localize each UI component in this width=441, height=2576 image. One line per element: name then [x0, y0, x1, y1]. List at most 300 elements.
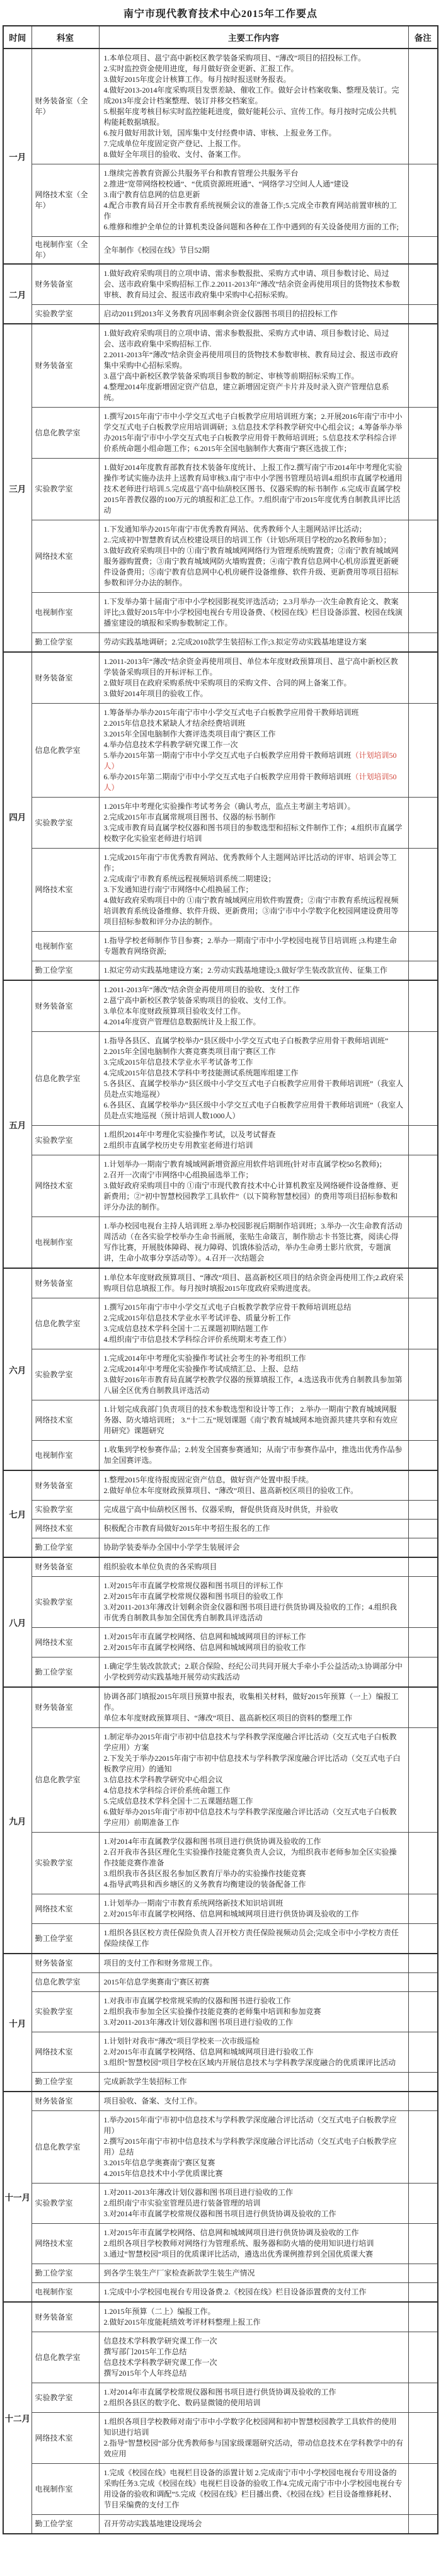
content-line: 2.2011-2013年“薄改”结余资金再使用项目的货物技术参数审核、教育局过会、报送市政府集中采购中心招标采购。: [103, 350, 398, 370]
table-row: [3, 459, 438, 520]
content-line: 2.2015年信息技术紧缺人才结余经费培训班: [103, 719, 246, 728]
content-line: 2.组织南宁市实验室管理员进行装备管理的培训: [103, 2199, 261, 2207]
content-line: 1.2015年中考理化实验操作考试考务会（确认考点，监点主考副主考培训）。: [103, 802, 355, 811]
note-cell: [408, 1470, 438, 1501]
dept-cell: 信息化教学室: [32, 408, 99, 459]
dept-cell: 实验教学室: [32, 1577, 99, 1628]
content-cell: [99, 264, 408, 305]
note-cell: [408, 164, 438, 237]
dept-cell: 财务装备室: [32, 264, 99, 305]
dept-cell: 电视制作室（全年）: [32, 237, 99, 265]
content-line: 2.撰写2015年南宁市初中信息技术与学科教学深度融合评比活动（交互式电子白板教学应用）总结: [103, 2137, 397, 2156]
content-line: 1.做好2014年度教育部教育技术装备年度统计、上报工作2.撰写南宁市2014年中考理化实验操作考试实施办法并上送教育局审核3.南宁市中小学图书管理员培训4.组织市直属学校通用技术老师进行培训.5.完成邕宁高中仙葫校区图书、仪器采购的标书制作 .6.完成市直属学校2015年普教仪器的100万元的填报和汇总工作。7.组织南宁市2015年度优秀自制教具评比活动: [103, 463, 403, 515]
content-line: 2.组织各县区的数字化、数码显微镜的使用培训: [103, 2398, 261, 2407]
content-line: 完成新款学生装招标工作: [103, 2077, 187, 2086]
dept-cell: 网络技术室: [32, 1894, 99, 1924]
content-line: 撰写2015年个人年终总结: [103, 2369, 187, 2378]
note-cell: [408, 1894, 438, 1924]
content-cell: [99, 49, 408, 164]
content-line: 完成邕宁高中仙葫校区图书、仪器采购，督促供货商及时供货，并验收: [103, 1505, 338, 1514]
dept-cell: 实验教学室: [32, 1126, 99, 1155]
content-line: 4.做好政府采购项目中的 ①南宁教育城域网应用软件购置费；②南宁市教育系统远程视频培训教育系统设备维修、软件升级、更新费用；③南宁市中小学数字化校园网建设费用等项目招标参数和评分办法的制作。: [103, 896, 399, 926]
content-line: 1.对2011-2013年薄改计划仪器和图书项目进行验收的工作: [103, 2188, 294, 2197]
content-line: 1.计划完成我部门负责项目的技术参数选型和设计等工作； 2.举办一期南宁教育城域网服务器、防火墙培训班； 3.“十二五”规划课题《南宁教育城域网本地资源共建共享和有效应用研究》课题研究: [103, 1405, 398, 1435]
content-cell: [99, 633, 408, 653]
note-cell: [408, 1577, 438, 1628]
content-line: 1.举办2015年南宁市初中信息技术与学科教学深度融合评比活动（交互式电子白板教学应用）: [103, 2115, 397, 2135]
content-line: 1.确定学生装改款款式；2.联合保险、经纪公司共同开展大手牵小手公益活动;3.协调部分中小学校到劳动实践基地开展劳动实践活动: [103, 1662, 403, 1681]
content-line: 单位本年度财政预算项目、“薄改”项目、邕高新校区项目的资料的整理工作: [103, 1714, 353, 1722]
month-cell: 十二月: [3, 2302, 32, 2534]
content-line: 8.做好全年项目的验收、支付、备案工作。: [103, 150, 246, 159]
content-line: 2.组织市直属学校历史专用教室老师进行培训: [103, 1141, 253, 1150]
content-line: 4.配合市教育局召开全市教育系统视频会议的准备工作;5.完成全市教育网站前置审核的工作: [103, 201, 397, 220]
content-line: 3.下发通知进行南宁市网络中心组换届工作；: [103, 885, 253, 894]
content-line: 2.做好项目在政府采购系统中采购项目的采购文件、合同的网上备案工作。: [103, 678, 352, 687]
content-line: 1.对2015年市直属学校网络、信息网和城域网项目的评标工作: [103, 1632, 306, 1641]
content-line: 积极配合市教育局做好2015年中考招生报名的工作: [103, 1524, 270, 1533]
content-cell: [99, 704, 408, 798]
month-cell: 七月: [3, 1470, 32, 1557]
table-row: [3, 2032, 438, 2073]
dept-cell: 实验教学室: [32, 2184, 99, 2224]
dept-cell: 实验教学室: [32, 459, 99, 520]
content-line: 1.做好政府采购项目的立项申请、需求参数报批、采购方式申请、项目参数讨论、局过会、送市政府集中采购招标工作.2.2011-2013年“薄改”结余资金再使用项目的货物技术参数审核、教育局过会、报送市政府集中采购中心招标采购。: [103, 269, 400, 299]
table-row: [3, 961, 438, 981]
table-row: [3, 1538, 438, 1558]
content-line: 1.2011-2013年“薄改”结余资金再使用项目的验收、支付工作: [103, 985, 300, 994]
note-cell: [408, 1628, 438, 1657]
month-cell: 二月: [3, 264, 32, 324]
content-cell: [99, 2464, 408, 2515]
content-line: 劳动实践基地调研；2.完成2010款学生装招标工作;3.拟定劳动实践基地建设方案: [103, 638, 367, 646]
content-line: 2.召开一次南宁市网络中心组换届选举工作；: [103, 1171, 253, 1179]
content-cell: [99, 961, 408, 981]
note-cell: [408, 2302, 438, 2332]
table-row: [3, 237, 438, 265]
table-row: [3, 2332, 438, 2383]
content-cell: [99, 2332, 408, 2383]
table-row: [3, 704, 438, 798]
table-row: [3, 633, 438, 653]
content-line: 2.组织各项目学校教师对网络行为管理系统、服务器和防火墙的使用知识进行培训: [103, 2239, 374, 2248]
table-row: [3, 1155, 438, 1217]
work-plan-table: [3, 25, 438, 2534]
note-cell: [408, 520, 438, 593]
note-cell: [408, 408, 438, 459]
content-line: 4.做好2013-2014年度采购项目发票差缺、催收工作。做好会计档案收集、整理及装订。完成2013年度会计档案整理、装订并移交档案室。: [103, 86, 399, 105]
table-row: [3, 1217, 438, 1269]
table-row: [3, 2184, 438, 2224]
table-row: [3, 2283, 438, 2303]
content-line: 2.做好2015年度能耗绩效考评材料整理上报工作: [103, 2318, 261, 2327]
content-cell: [99, 932, 408, 961]
table-row: [3, 1657, 438, 1688]
content-line: 1.计划举办一期南宁市教育系统网络新技术知识培训班: [103, 1899, 284, 1908]
dept-cell: 勤工俭学室: [32, 633, 99, 653]
table-body: [3, 49, 438, 2534]
content-line: 项目验收、备案、支付工作。: [103, 2097, 202, 2105]
content-line: 6.维修和维护全单位的计算机类设备问题和各种在工作中遇到的有关设备使用方面的工作;: [103, 222, 399, 231]
content-line: 1.继续完善教育资源公共服务平台和教育管理公共服务平台: [103, 169, 299, 178]
content-cell: [99, 1973, 408, 1992]
table-row: [3, 1687, 438, 1728]
content-line: 2.2015年全国电脑制作大赛竞赛类项目南宁赛区工作: [103, 1047, 276, 1056]
content-line: 1.计划针对我市“薄改”项目学校来一次市级巡检: [103, 2037, 260, 2046]
content-line: 1.下发通知举办2015年南宁市优秀教育网站、优秀教师个人主题网站评比活动；: [103, 525, 367, 534]
content-line: 4.2014年度资产管理信息数据统计及上报工作。: [103, 1017, 261, 1026]
content-line: 3.对2011-2013年薄改计划仪器和图书项目进行验收的工作: [103, 2018, 294, 2027]
note-cell: [408, 932, 438, 961]
content-cell: [99, 1501, 408, 1520]
content-cell: [99, 1577, 408, 1628]
content-cell: [99, 2515, 408, 2534]
content-line: 1.筹备举办举办2015年南宁市中小学交互式电子白板教学应用骨干教师培训班: [103, 708, 359, 717]
content-line: 1.制定举办2015年南宁市初中信息技术与学科教学深度融合评比活动（交互式电子白板教学应用）方案: [103, 1732, 397, 1752]
dept-cell: 勤工俭学室: [32, 2073, 99, 2092]
dept-cell: 勤工俭学室: [32, 2264, 99, 2283]
note-cell: [408, 1833, 438, 1894]
table-row: [3, 1501, 438, 1520]
content-line: 1.拟定劳动实践基地建设方案；2.劳动实践基地建设;3.做好学生装改款宣传、征集工作: [103, 966, 387, 975]
table-row: [3, 2515, 438, 2534]
table-row: [3, 1400, 438, 1441]
note-cell: [408, 1657, 438, 1688]
table-row: [3, 1268, 438, 1298]
content-cell: [99, 324, 408, 408]
note-cell: [408, 1400, 438, 1441]
content-line: 1.单位本年度财政预算项目、“薄改”项目、邕高新校区项目的结余资金再使用工作;2.政府采购项目信息填报工作。每月按时填报2015年度政府采购进度表。: [103, 1273, 404, 1293]
month-cell: 五月: [3, 980, 32, 1268]
content-cell: [99, 1657, 408, 1688]
month-cell: 九月: [3, 1687, 32, 1954]
table-row: [3, 520, 438, 593]
note-cell: [408, 1349, 438, 1400]
table-row: [3, 2224, 438, 2264]
note-cell: [408, 704, 438, 798]
content-line: 2015年信息学奥赛南宁赛区初赛: [103, 1978, 210, 1986]
content-cell: [99, 593, 408, 633]
dept-cell: 信息化教学室: [32, 1973, 99, 1992]
red-annotation: （计划培训50人）: [103, 751, 397, 770]
dept-cell: 网络技术室（全年）: [32, 164, 99, 237]
table-row: [3, 1470, 438, 1501]
content-cell: [99, 2302, 408, 2332]
table-row: [3, 1577, 438, 1628]
note-cell: [408, 1728, 438, 1833]
dept-cell: 勤工俭学室: [32, 1924, 99, 1954]
note-cell: [408, 2184, 438, 2224]
content-cell: [99, 1298, 408, 1349]
content-line: 4.举办信息技术学科教学研究课工作一次: [103, 740, 238, 749]
content-cell: [99, 798, 408, 849]
dept-cell: 财务装备室: [32, 1268, 99, 1298]
note-cell: [408, 1557, 438, 1577]
table-row: [3, 980, 438, 1032]
content-line: 1.举办校园电视台主持人培训班 2.举办校园影视后期制作培训班；3.举办一次生命教育活动周活动（在各实验学校举办生命书画展，张贴生命箴言，制作励志卡书签比赛，阅读心得写作比赛，开展肢体障碍、视力障碍、饥饿体验活动，举办生命勇士影片欣赏，专题演讲，生命小故事分享活动等）。4.召开一次结题会: [103, 1222, 403, 1262]
table-row: [3, 2302, 438, 2332]
content-cell: [99, 2184, 408, 2224]
table-row: [3, 1992, 438, 2032]
note-cell: [408, 2032, 438, 2073]
content-line: 5.完成信息技术学科全国十二五课题结题工作: [103, 1797, 253, 1806]
dept-cell: 实验教学室: [32, 2383, 99, 2413]
dept-cell: 财务装备室: [32, 1470, 99, 1501]
content-line: 4.信息技术学科综合评价系统命题工作: [103, 1786, 231, 1795]
content-line: 7.完成单位年度固定资产登记、上报工作。: [103, 139, 246, 148]
content-cell: [99, 1992, 408, 2032]
content-cell: [99, 305, 408, 324]
content-line: 3.南宁教育信息网的信息更新: [103, 190, 200, 199]
dept-cell: 勤工俭学室: [32, 1538, 99, 1558]
content-line: 1.完成2015年南宁市优秀教育网站、优秀教师个人主题网站评比活动的评审、培训会等工作；: [103, 853, 397, 873]
content-cell: [99, 1349, 408, 1400]
dept-cell: 网络技术室: [32, 2413, 99, 2464]
content-line: 项目的支付工作和财务常规工作。: [103, 1959, 217, 1967]
dept-cell: 信息化教学室: [32, 704, 99, 798]
dept-cell: 网络技术室: [32, 1520, 99, 1538]
content-line: 6.按月做好用款计划，国库集中支付经费申请、审核、上报业务工作。: [103, 129, 336, 137]
table-row: [3, 1894, 438, 1924]
content-line: 3.单位本年度财政预算项目验收支付工作。: [103, 1007, 246, 1016]
note-cell: [408, 2383, 438, 2413]
content-cell: [99, 1217, 408, 1269]
table-row: [3, 849, 438, 932]
col-header-time: 时间: [3, 26, 32, 49]
content-line: 1.撰写2015年南宁市中小学交互式电子白板教学教学应骨干教师培训班总结: [103, 1303, 352, 1312]
dept-cell: 网络技术室: [32, 849, 99, 932]
content-line: 3.对2011-2013年薄改计划剩余资金仪器和图书项目进行供货协调及验收的工作；4.组织我市优秀自制教具参加全国优秀自制教具评选活动: [103, 1603, 398, 1622]
content-cell: [99, 2264, 408, 2283]
content-line: 2.推进“宽带网络校校通”、“优质资源班班通”、“网络学习空间人人通”建设: [103, 180, 349, 188]
dept-cell: 财务装备室: [32, 980, 99, 1032]
dept-cell: 财务装备室: [32, 2302, 99, 2332]
dept-cell: 电视制作室: [32, 593, 99, 633]
month-cell: 四月: [3, 652, 32, 980]
content-line: 1.2011-2013年“薄改”结余资金再使用项目、单位本年度财政预算项目、邕宁高中新校区教学装备采购项目的开标评标工作。: [103, 657, 398, 677]
table-row: [3, 1557, 438, 1577]
dept-cell: 财务装备室: [32, 2092, 99, 2111]
table-row: [3, 1628, 438, 1657]
dept-cell: 网络技术室: [32, 1628, 99, 1657]
content-line: 6.各县区、直属学校举办“县区级中小学交互式电子白板教学应用骨干教师培训班”（我室人员赴点实地巡视（预计培训人数1000人）: [103, 1101, 404, 1120]
page-title: 南宁市现代教育技术中心2015年工作要点: [123, 9, 318, 20]
content-line: 撰写部门2015年工作总结: [103, 2347, 187, 2356]
dept-cell: 实验教学室: [32, 1992, 99, 2032]
content-line: 1.做好政府采购项目的立项申请、需求参数报批、采购方式申请、项目参数讨论、局过会、送市政府集中采购招标工作.: [103, 329, 389, 348]
content-line: 到各学生装生产厂家检查新款学生装生产情况: [103, 2269, 255, 2277]
content-line: 6.做好举办2015年南宁市初中信息技术与学科教学深度融合评比活动（交互式电子白板教学应用）前期准备工作: [103, 1807, 397, 1827]
note-cell: [408, 2332, 438, 2383]
content-line: 1.对我市市直属学校常规采购的仪器和图书进行验收工作: [103, 1996, 291, 2005]
content-line: 5.根据年度考核目标实时监控能耗进度，做好能耗公示、宣传工作。每月按时完成公共机构能耗数据填报。: [103, 107, 397, 127]
content-line: 2.邕宁高中新校区教学装备采购项目的验收、支付工作。: [103, 996, 291, 1005]
content-line: 1.对2015年市直属学校网络、信息网和城域网项目进行供货协调及验收的工作: [103, 2228, 359, 2237]
dept-cell: 财务装备室: [32, 1557, 99, 1577]
content-cell: [99, 1538, 408, 1558]
note-cell: [408, 305, 438, 324]
content-line: 5.举办2015年第一期南宁市中小学交互式电子白板教学应用骨干教师培训班（计划培训50人）: [103, 751, 397, 770]
content-line: 1.2015年预算（二上）编报工作。: [103, 2307, 215, 2316]
content-line: 1.整理2015年度待报废固定资产信息，做好资产处置申报手续。: [103, 1475, 314, 1484]
dept-cell: 财务装备室: [32, 324, 99, 408]
table-row: [3, 2264, 438, 2283]
dept-cell: 网络技术室: [32, 2224, 99, 2264]
content-line: 1.组织2014年中考理化实验操作考试，以及考试督查: [103, 1130, 276, 1139]
content-cell: [99, 459, 408, 520]
table-row: [3, 1520, 438, 1538]
table-row: [3, 1833, 438, 1894]
content-cell: [99, 1687, 408, 1728]
content-line: 2.完成2015年市直属常规项目图书、仪器的标书制作: [103, 813, 276, 821]
content-line: 2.对2015年市直属学校网络、信息网和城域网项目进行供货协调及验收的工作: [103, 1909, 359, 1918]
content-cell: [99, 1954, 408, 1973]
content-cell: [99, 1400, 408, 1441]
note-cell: [408, 2224, 438, 2264]
content-line: 2.对2015年市直属学校网络、信息网和城域网项目的验收工作: [103, 1643, 306, 1652]
content-line: 3.组织我市各县区报名参加区教育厅举办的实验操作技能竞赛: [103, 1869, 306, 1878]
note-cell: [408, 1992, 438, 2032]
content-line: 组织验收本单位负责的各采购项目: [103, 1562, 217, 1571]
content-cell: [99, 2092, 408, 2111]
content-line: 5.各县区、直属学校举办“县区级中小学交互式电子白板教学应用骨干教师培训班”（我室人员赴点实地巡视）: [103, 1079, 404, 1099]
table-row: [3, 1954, 438, 1973]
content-cell: [99, 164, 408, 237]
col-header-content: 主要工作内容: [99, 26, 408, 49]
content-cell: [99, 849, 408, 932]
note-cell: [408, 1268, 438, 1298]
content-cell: [99, 1441, 408, 1471]
table-row: [3, 593, 438, 633]
content-line: 3.2015年信息学奥赛南宁赛区复赛: [103, 2158, 215, 2167]
content-cell: [99, 2111, 408, 2184]
content-line: 3.做好2014年项目的验收工作。: [103, 689, 208, 698]
content-line: 召开劳动实践基地建设现场会: [103, 2519, 202, 2528]
content-cell: [99, 520, 408, 593]
note-cell: [408, 324, 438, 408]
content-cell: [99, 237, 408, 265]
note-cell: [408, 2111, 438, 2184]
dept-cell: 网络技术室: [32, 1400, 99, 1441]
month-cell: 六月: [3, 1268, 32, 1470]
month-cell: 八月: [3, 1557, 32, 1687]
note-cell: [408, 1441, 438, 1471]
content-line: 1.收集到学校参赛作品；2.转发全国赛参赛通知；从南宁市参赛作品中，推选出优秀作品参加全国赛评选。: [103, 1445, 403, 1465]
dept-cell: 电视制作室: [32, 932, 99, 961]
dept-cell: 电视制作室: [32, 1217, 99, 1269]
note-cell: [408, 1126, 438, 1155]
note-cell: [408, 1687, 438, 1728]
content-cell: [99, 1833, 408, 1894]
content-line: 全年制作《校园在线》节目52期: [103, 245, 210, 255]
content-cell: [99, 1470, 408, 1501]
dept-cell: 电视制作室: [32, 2464, 99, 2515]
note-cell: [408, 2464, 438, 2515]
note-cell: [408, 2264, 438, 2283]
content-line: 3.做好2016年市教育局直属学校教学仪器的预算填报工作，4.选送我市优秀自制教具参加第八届全区优秀自制教具评选活动: [103, 1375, 403, 1395]
note-cell: [408, 980, 438, 1032]
content-line: 4.组织南宁市信息技术学科综合评价系统期末考查工作）: [103, 1335, 291, 1344]
content-line: 1.下发举办第十届南宁市中小学校园影视奖评选活动；2.3月举办一次生命教育论文、教案评比;3.做好2015年中小学校园电视台专用设备费、《校园在线》栏目设备添置、校园在线演播室建设的填报和采购参数制定工作。: [103, 597, 403, 627]
content-line: 2.做好单位本年度财政预算项目、“薄改”项目、邕高新校区项目的验收工作。: [103, 1486, 358, 1495]
dept-cell: 财务装备室: [32, 652, 99, 704]
content-line: 1.对2015年市直属学校常规仪器和图书项目的评标工作: [103, 1581, 284, 1590]
content-cell: [99, 1032, 408, 1126]
content-line: 3.做好2015年度会计核算工作。每月按时报送财务报表。: [103, 75, 291, 84]
note-cell: [408, 593, 438, 633]
note-cell: [408, 459, 438, 520]
content-cell: [99, 2032, 408, 2073]
content-line: 4.指导武鸣县和西乡塘区的义务教育均衡建设的装备配备工作: [103, 1880, 306, 1889]
content-cell: [99, 408, 408, 459]
table-row: [3, 1441, 438, 1471]
content-cell: [99, 2224, 408, 2264]
table-row: [3, 2383, 438, 2413]
note-cell: [408, 1954, 438, 1973]
content-cell: [99, 1894, 408, 1924]
table-row: [3, 2092, 438, 2111]
table-row: [3, 324, 438, 408]
table-row: [3, 1032, 438, 1126]
content-line: 2.对2015年市直属学校网络、信息网和城域网项目进行验收工作: [103, 2047, 314, 2056]
content-line: 3.对2014年市直属学校常规仪器和图书项目进行供货协调及验收的工作: [103, 2209, 336, 2218]
note-cell: [408, 961, 438, 981]
content-line: 3.做好政府采购项目中的 ①南宁教育城域网网络行为管理系统购置费；②南宁教育城域网服务器购置费；③南宁教育城域网防火墙购置费；④南宁教育信息网中心机房添置更新硬件设备费用；⑤南宁教育信息网中心机房硬件设备维修、软件升级、更新费用等项目招标参数和评分办法的制作。: [103, 546, 399, 587]
content-cell: [99, 2383, 408, 2413]
table-row: [3, 49, 438, 164]
dept-cell: 勤工俭学室: [32, 2515, 99, 2534]
content-line: 3.2015年全国电脑制作大赛评选类项目南宁赛区工作: [103, 730, 276, 738]
content-line: 1.对2014年市直属教学仪器和图书项目进行供货协调及验收的工作: [103, 1837, 321, 1846]
table-row: [3, 652, 438, 704]
note-cell: [408, 1501, 438, 1520]
content-cell: [99, 2413, 408, 2464]
document-page: [0, 6, 441, 2534]
dept-cell: 财务装备室: [32, 1954, 99, 1973]
content-cell: [99, 1155, 408, 1217]
month-cell: 十月: [3, 1954, 32, 2092]
table-row: [3, 164, 438, 237]
month-cell: 三月: [3, 324, 32, 652]
content-line: 3.组织“智慧校园”项目学校在区域内开展信息技术与学科教学深度融合的优质课评比活动: [103, 2058, 396, 2067]
red-annotation: （计划培训50人）: [103, 772, 397, 792]
table-row: [3, 1728, 438, 1833]
note-cell: [408, 1538, 438, 1558]
content-line: 协调各部门填报2015年项目预算申报表，收集相关材料，做好2015年预算（一上）编报工作。: [103, 1692, 399, 1712]
content-line: 1.组织各项目学校教师对南宁市中小学数字化校园网和初中智慧校园教学工具软件的使用知识进行培训: [103, 2417, 397, 2437]
note-cell: [408, 264, 438, 305]
note-cell: [408, 1032, 438, 1126]
content-line: 1.指导各县区、直属学校举办“县区级中小学交互式电子白板教学应用骨干教师培训班”: [103, 1036, 389, 1045]
dept-cell: 信息化教学室: [32, 1728, 99, 1833]
dept-cell: 财务装备室: [32, 1687, 99, 1728]
note-cell: [408, 2073, 438, 2092]
content-line: 2.对2015年市直属学校常规仪器和图书项目的验收工作: [103, 1592, 284, 1601]
content-cell: [99, 1924, 408, 1954]
dept-cell: 财务装备室（全年）: [32, 49, 99, 164]
table-row: [3, 2111, 438, 2184]
content-line: 2..完成初中智慧教育试点校建设项目的培训工作（计划5所项目学校的20名教师参加）；: [103, 535, 391, 544]
content-cell: [99, 1268, 408, 1298]
content-line: 2.下发关于举办22015年南宁市初中信息技术与学科教学深度融合评比活动（交互式电子白板教学应用）的通知: [103, 1754, 401, 1773]
dept-cell: 信息化教学室: [32, 1298, 99, 1349]
dept-cell: 网络技术室: [32, 520, 99, 593]
table-row: [3, 932, 438, 961]
month-cell: 一月: [3, 49, 32, 264]
content-line: 2.召开我市各县区理化生实验操作技能竞赛负责人会议，为组织我市老师参加全区实验操作技能竞赛作准备: [103, 1848, 397, 1867]
content-line: 1.完成中小学校园电视台专用设备费.2.《校园在线》栏目设备添置费的支付工作: [103, 2287, 367, 2296]
dept-cell: 实验教学室: [32, 1833, 99, 1894]
